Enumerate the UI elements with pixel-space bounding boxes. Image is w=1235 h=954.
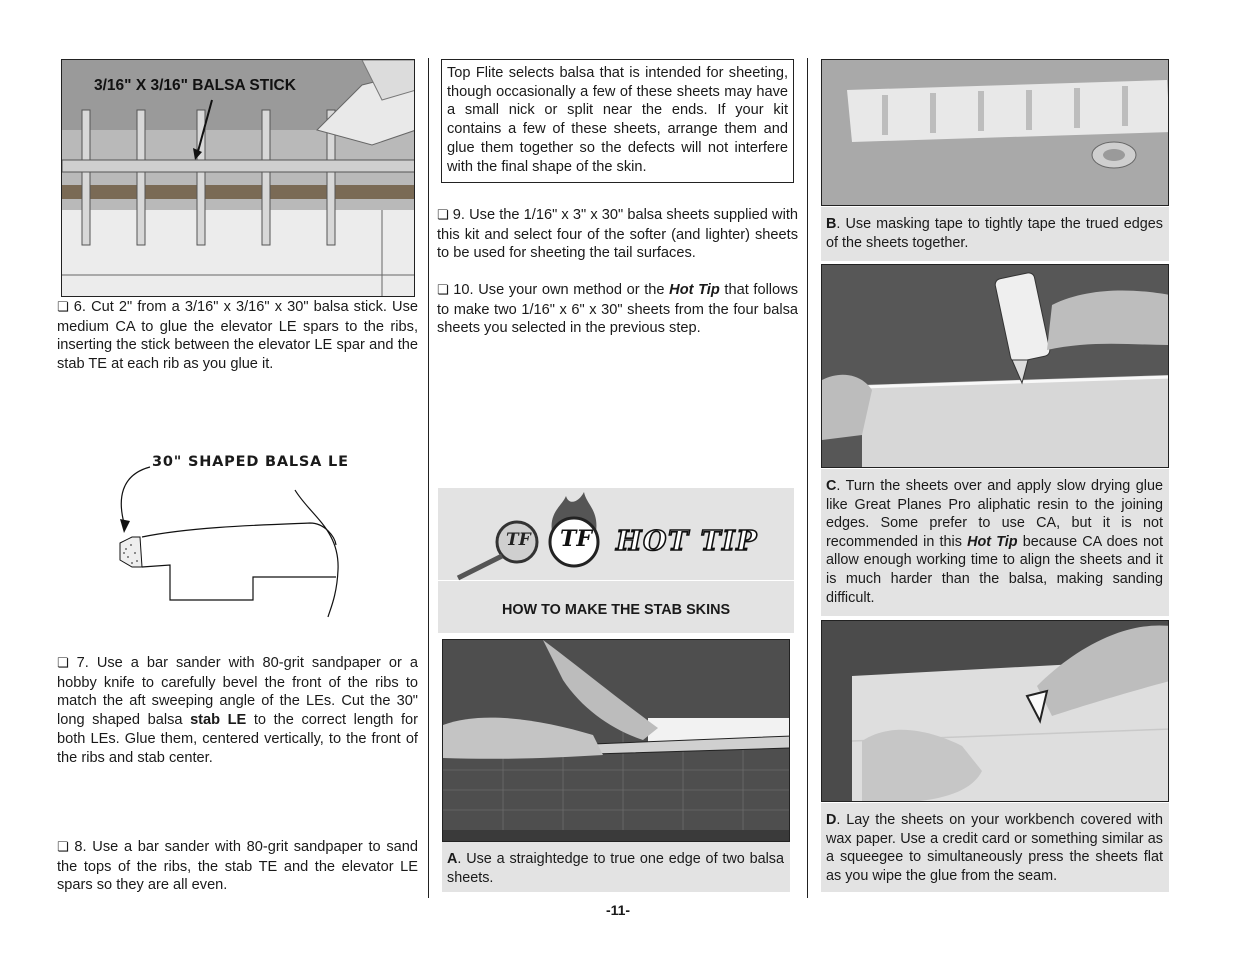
- step-6-text: [57, 298, 418, 374]
- step-10-body: 10. Use your own method or the: [448, 282, 670, 298]
- caption-a-text: . Use a straightedge to true one edge of two balsa sheets.: [447, 851, 784, 886]
- step-10-bold: Hot Tip: [669, 282, 720, 298]
- caption-a: [442, 842, 790, 892]
- step-7-text: [57, 654, 418, 767]
- photo-balsa-stick: [61, 59, 415, 297]
- diagram-shaped-balsa-le: [110, 445, 360, 625]
- step-9-body: 9. Use the 1/16" x 3" x 30" balsa sheets supplied with this kit and select four of the softer (and lighter) sheets to be used for sheeting the tail surfaces.: [437, 207, 798, 262]
- caption-d: [821, 803, 1169, 892]
- diagram-drawing: [110, 445, 360, 625]
- caption-c-letter: C: [826, 478, 837, 494]
- step-7-body-end: to the correct length for both LEs. Glue them, centered vertically, to the front of the ribs and stab center.: [57, 712, 418, 766]
- caption-c: [821, 469, 1169, 616]
- step-10-body-end: that follows to make two 1/16" x 6" x 30" sheets from the four balsa sheets you selected in the previous step.: [437, 282, 799, 337]
- photo-balsa-stick-label: 3/16" X 3/16" BALSA STICK: [94, 77, 296, 94]
- caption-d-text: . Lay the sheets on your workbench covered with wax paper. Use a credit card or something similar as a squeegee to simultaneously press the sheets flat as you wipe the glue from the seam.: [826, 812, 1163, 884]
- photo-a-drawing: [443, 640, 790, 842]
- hot-tip-banner: [438, 488, 794, 633]
- step-7-body: 7. Use a bar sander with 80-grit sandpaper or a hobby knife to carefully bevel the front of the ribs to match the aft sweeping angle of the LEs. Cut the 30" long shaped balsa: [57, 655, 418, 729]
- photo-b: [821, 59, 1169, 206]
- caption-c-bold: Hot Tip: [967, 533, 1018, 550]
- photo-b-drawing: [822, 60, 1169, 206]
- caption-a-letter: A: [447, 851, 458, 867]
- caption-b-letter: B: [826, 216, 837, 232]
- checkbox-icon[interactable]: ❏: [57, 300, 69, 315]
- photo-balsa-stick-drawing: [62, 60, 415, 297]
- checkbox-icon[interactable]: ❏: [57, 840, 69, 855]
- hot-tip-label: HOT TIP: [616, 526, 759, 557]
- hot-tip-logo-letters-small: TF: [506, 530, 531, 550]
- column-divider-right: [807, 58, 808, 898]
- step-9-text: [437, 206, 798, 263]
- caption-b-text: . Use masking tape to tightly tape the trued edges of the sheets together.: [826, 216, 1163, 251]
- step-7-bold: stab LE: [190, 712, 247, 729]
- page-number: -11-: [605, 902, 631, 918]
- caption-c-text: . Turn the sheets over and apply slow drying glue like Great Planes Pro aliphatic resin to the joining edges. Some prefer to use CA, but it is not recommended in this: [826, 478, 1163, 550]
- checkbox-icon[interactable]: ❏: [57, 656, 69, 671]
- caption-b: [821, 207, 1169, 261]
- caption-c-text-end: because CA does not allow enough working time to align the sheets and it is much harder than the balsa, making sanding difficult.: [826, 533, 1164, 606]
- hot-tip-subtitle: HOW TO MAKE THE STAB SKINS: [501, 602, 731, 618]
- step-6-body: 6. Cut 2" from a 3/16" x 3/16" x 30" balsa stick. Use medium CA to glue the elevator LE spars to the ribs, inserting the stick between the elevator LE spar and the stab TE at each rib as you glue it.: [57, 299, 418, 373]
- photo-c: [821, 264, 1169, 468]
- photo-a: [442, 639, 790, 842]
- step-8-body: 8. Use a bar sander with 80-grit sandpaper to sand the tops of the ribs, the stab TE and the elevator LE spars so they are all even.: [57, 839, 418, 894]
- photo-d-drawing: [822, 621, 1169, 802]
- photo-d: [821, 620, 1169, 802]
- checkbox-icon[interactable]: ❏: [437, 208, 449, 223]
- step-8-text: [57, 838, 418, 895]
- caption-d-letter: D: [826, 812, 837, 828]
- step-10-text: [437, 281, 798, 338]
- photo-c-drawing: [822, 265, 1169, 468]
- diagram-label: 30" SHAPED BALSA LE: [152, 454, 349, 470]
- checkbox-icon[interactable]: ❏: [437, 283, 449, 298]
- column-divider-left: [428, 58, 429, 898]
- note-box: [441, 59, 794, 183]
- note-box-text: Top Flite selects balsa that is intended for sheeting, though occasionally a few of these sheets may have a small nick or split near the ends. If your kit contains a few of these sheets, arrange them and glue them together so the defects will not interfere with the final shape of the skin.: [447, 65, 788, 175]
- hot-tip-logo-letters: TF: [560, 526, 592, 552]
